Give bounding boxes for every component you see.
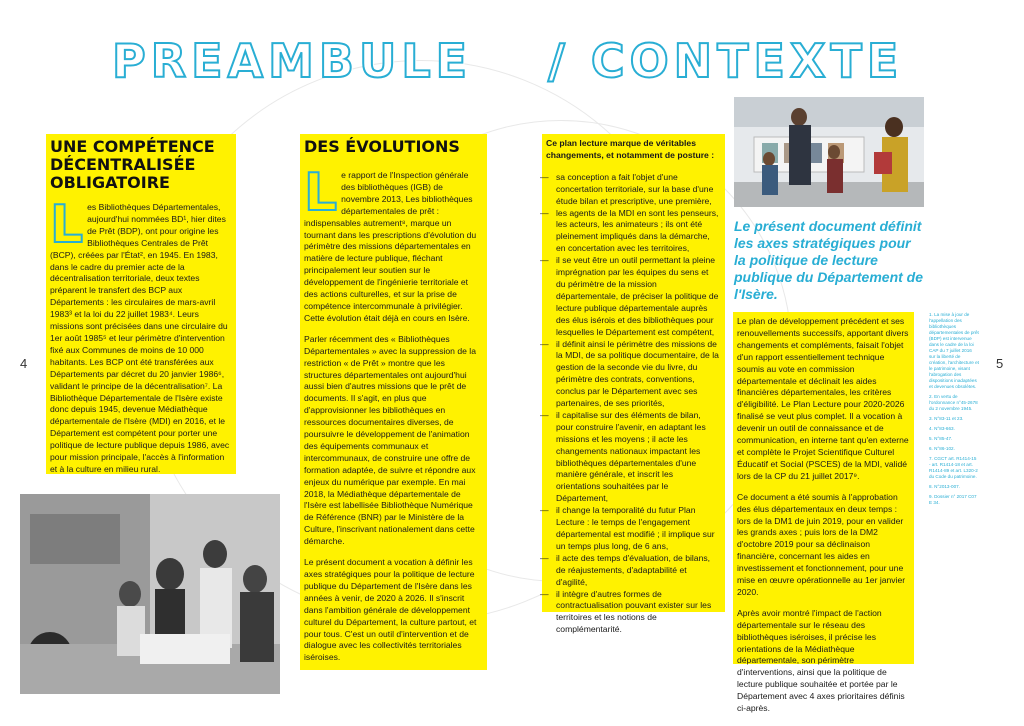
page-number-right: 5	[996, 356, 1004, 371]
section-paragraph: Ce document a été soumis à l'approbation des élus départementaux en deux temps : lors de la DM1 de juin 2019, pour en valider les grands axes ; puis lors de la DM2 d'octobre 2019 pour sa déclinaison financière, concernant les aides en investissement et fonctionnement, pour une mise en œuvre opérationnelle au 1er janvier 2020.	[737, 491, 906, 597]
page-title-contexte: / CONTEXTE	[548, 34, 904, 88]
section-evolutions	[300, 134, 487, 670]
footnote: 9. Dossier n° 2017 C07 E 34.	[929, 494, 977, 505]
section-paragraph: es Bibliothèques Départementales, aujourd'hui nommées BD¹, hier dites de Prêt (BDP), ont pour origine les Bibliothèques Centrales de Prêt (BCP), créées par l'État², en 1945. En 1983, dans le cadre du premier acte de la décentralisation territoriale, deux textes préparent le transfert des BCP aux Départements : les circulaires de mars-avril 1983³ et la loi du 22 juillet 1983⁴. Leurs missions sont précisées dans une circulaire du 1er août 1985⁵ et leur périmètre d'intervention fixé aux Communes de moins de 10 000 habitants. Les BCP ont été transférées aux Départements par décret du 20 janvier 1986⁶, validant le principe de la décentralisation⁷. La Bibliothèque Départementale de l'Isère existe donc depuis 1945, devenue Médiathèque départementale de l'Isère (MDI) en 2016, et le Département est compétent pour porter une politique de lecture publique depuis 1986, avec pour mission principale, l'accès à l'information et à la culture en milieu rural.	[50, 202, 230, 474]
footnote: 4. N°83-663.	[929, 426, 955, 431]
dropcap-letter: L	[50, 195, 84, 255]
section-paragraph: e rapport de l'Inspection générale des bibliothèques (IGB) de novembre 2013, Les bibliothèques départementales de prêt : indispensables autrement⁸, marque un tournant dans les prescriptions d'évolution du périmètre des missions départementales en matière de lecture publique, fléchant principalement leur soutien sur le développement de l'ingénierie territoriale et des actions culturelles, et sur la prise de compétence intercommunale à privilégier. Cette évolution était déjà en cours en Isère.	[304, 170, 477, 323]
page-title-preambule: PREAMBULE	[112, 34, 473, 88]
section-plan	[733, 312, 914, 714]
list-item: — sa conception a fait l'objet d'une concertation territoriale, sur la base d'une étude bilan et prescriptive, une première,	[546, 172, 719, 208]
section-paragraph: Après avoir montré l'impact de l'action départementale sur le réseau des bibliothèques iséroises, il précise les orientations de la Médiathèque départementale, son périmètre d'interventions, ainsi que la politique de lecture publique souhaitée et portée par le Département avec 4 axes prioritaires définis ci-après.	[737, 607, 905, 714]
dropcap-letter: L	[304, 163, 338, 223]
footnote: 3. N°83-11 et 23.	[929, 416, 964, 421]
list-item: — il change la temporalité du futur Plan Lecture : le temps de l'engagement départemental est modifié ; il implique sur un temps plus long, de 6 ans,	[546, 505, 719, 553]
children-library-photo	[734, 97, 924, 207]
section-competence	[46, 134, 236, 474]
list-item: — il acte des temps d'évaluation, de bilans, de réajustements, d'adaptabilité et d'agilité,	[546, 553, 719, 589]
footnote: 2. En vertu de l'ordonnance n°45-2678 du 2 novembre 1945.	[929, 394, 978, 411]
historic-bookmobile-photo	[20, 494, 280, 694]
footnote: 5. N°85-47.	[929, 436, 953, 441]
highlight-quote: Le présent document définit les axes stratégiques pour la politique de lecture publique du Département de l'Isère.	[734, 218, 924, 302]
section-changements	[542, 134, 725, 635]
list-item: — il se veut être un outil permettant la pleine imprégnation par les équipes du sens et du périmètre de la mission départementale, de préciser la politique de lecture publique départementale auprès des élus isérois et des bibliothèques pour lesquelles le Département est compétent,	[546, 255, 719, 338]
footnote: 6. N°86-102.	[929, 446, 955, 451]
footnote: 8. N°2013-007.	[929, 484, 960, 489]
section-paragraph: Le présent document a vocation à définir les axes stratégiques pour la politique de lecture publique du Département de l'Isère dans les années à venir, de 2020 à 2026. Il s'inscrit dans l'ambition générale de développement culturel du Département, la culture partout, et pour tous. C'est un outil d'intervention et de dialogue avec les collectivités territoriales iséroises.	[304, 557, 477, 663]
changes-list	[546, 172, 719, 636]
list-item: — les agents de la MDI en sont les penseurs, les acteurs, les animateurs ; ils ont été pleinement impliqués dans la démarche, en concertation avec les territoires,	[546, 208, 719, 256]
footnote: 7. CGCT art. R1414-15 - art. R1414-18 et art. R1414-89 et art. L320-2 du Code du patrimoine.	[929, 456, 978, 479]
historic-photo-graphic	[20, 494, 280, 694]
children-photo-graphic	[734, 97, 924, 207]
section-paragraph: Parler récemment des « Bibliothèques Départementales » avec la suppression de la restriction « de Prêt » montre que les structures départementales ont aujourd'hui aussi bien d'autres missions que le prêt de documents. Il s'agit, en plus que d'approvisionner les bibliothèques en ressources documentaires diverses, de poursuivre le développement de l'animation des équipements communaux et intercommunaux, de construire une offre de formation adaptée, de suivre et répondre aux enjeux du numérique par exemple. En mai 2018, la Médiathèque départementale de l'Isère est labellisée Bibliothèque Numérique de Référence (BNR) par le Ministère de la Culture, l'inscrivant nationalement dans cette démarche.	[304, 333, 476, 547]
list-item: — il définit ainsi le périmètre des missions de la MDI, de sa politique documentaire, de la gestion de la seconde vie du livre, du périmètre des contrats, conventions, conclus par le Département avec ses partenaires, de ses priorités,	[546, 339, 719, 410]
section-heading: DES ÉVOLUTIONS	[304, 137, 460, 156]
section-paragraph: Le plan de développement précédent et ses renouvellements successifs, apportant divers changements et compléments, faisait l'objet d'un rapport essentiellement technique soumis au vote en commission départementale et déclinait les aides financières départementales, les critères d'éligibilité. Le Plan Lecture pour 2020-2026 finalisé se veut plus complet. Il a vocation à devenir un outil de connaissance et de communication, en interne tant qu'en externe et complète le Projet Scientifique Culturel Éducatif et Social (PSCES) de la MDI, validé lors de la CP du 21 juillet 2017⁹.	[737, 316, 909, 481]
section-heading: UNE COMPÉTENCE DÉCENTRALISÉE OBLIGATOIRE	[50, 137, 215, 192]
section-intro: Ce plan lecture marque de véritables changements, et notamment de posture :	[546, 138, 715, 160]
list-item: — il intègre d'autres formes de contractualisation pouvant exister sur les territoires et les notions de complémentarité.	[546, 589, 719, 637]
footnotes	[929, 312, 979, 510]
page-number-left: 4	[20, 356, 28, 371]
footnote: 1. La mise à jour de l'appellation des bibliothèques départementales de prêt (BDP) est intervenue dans le cadre de la loi CAP du 7 juillet 2016 sur la liberté de création, l'architecture et le patrimoine, visant l'abrogation des dispositions inadaptées et devenues obsolètes.	[929, 312, 979, 389]
list-item: — il capitalise sur des éléments de bilan, pour construire l'avenir, en adaptant les missions et les moyens ; il acte les changements nationaux impactant les bibliothèques départementales d'une manière générale, et inscrit les orientations souhaitées par le Département,	[546, 410, 719, 505]
